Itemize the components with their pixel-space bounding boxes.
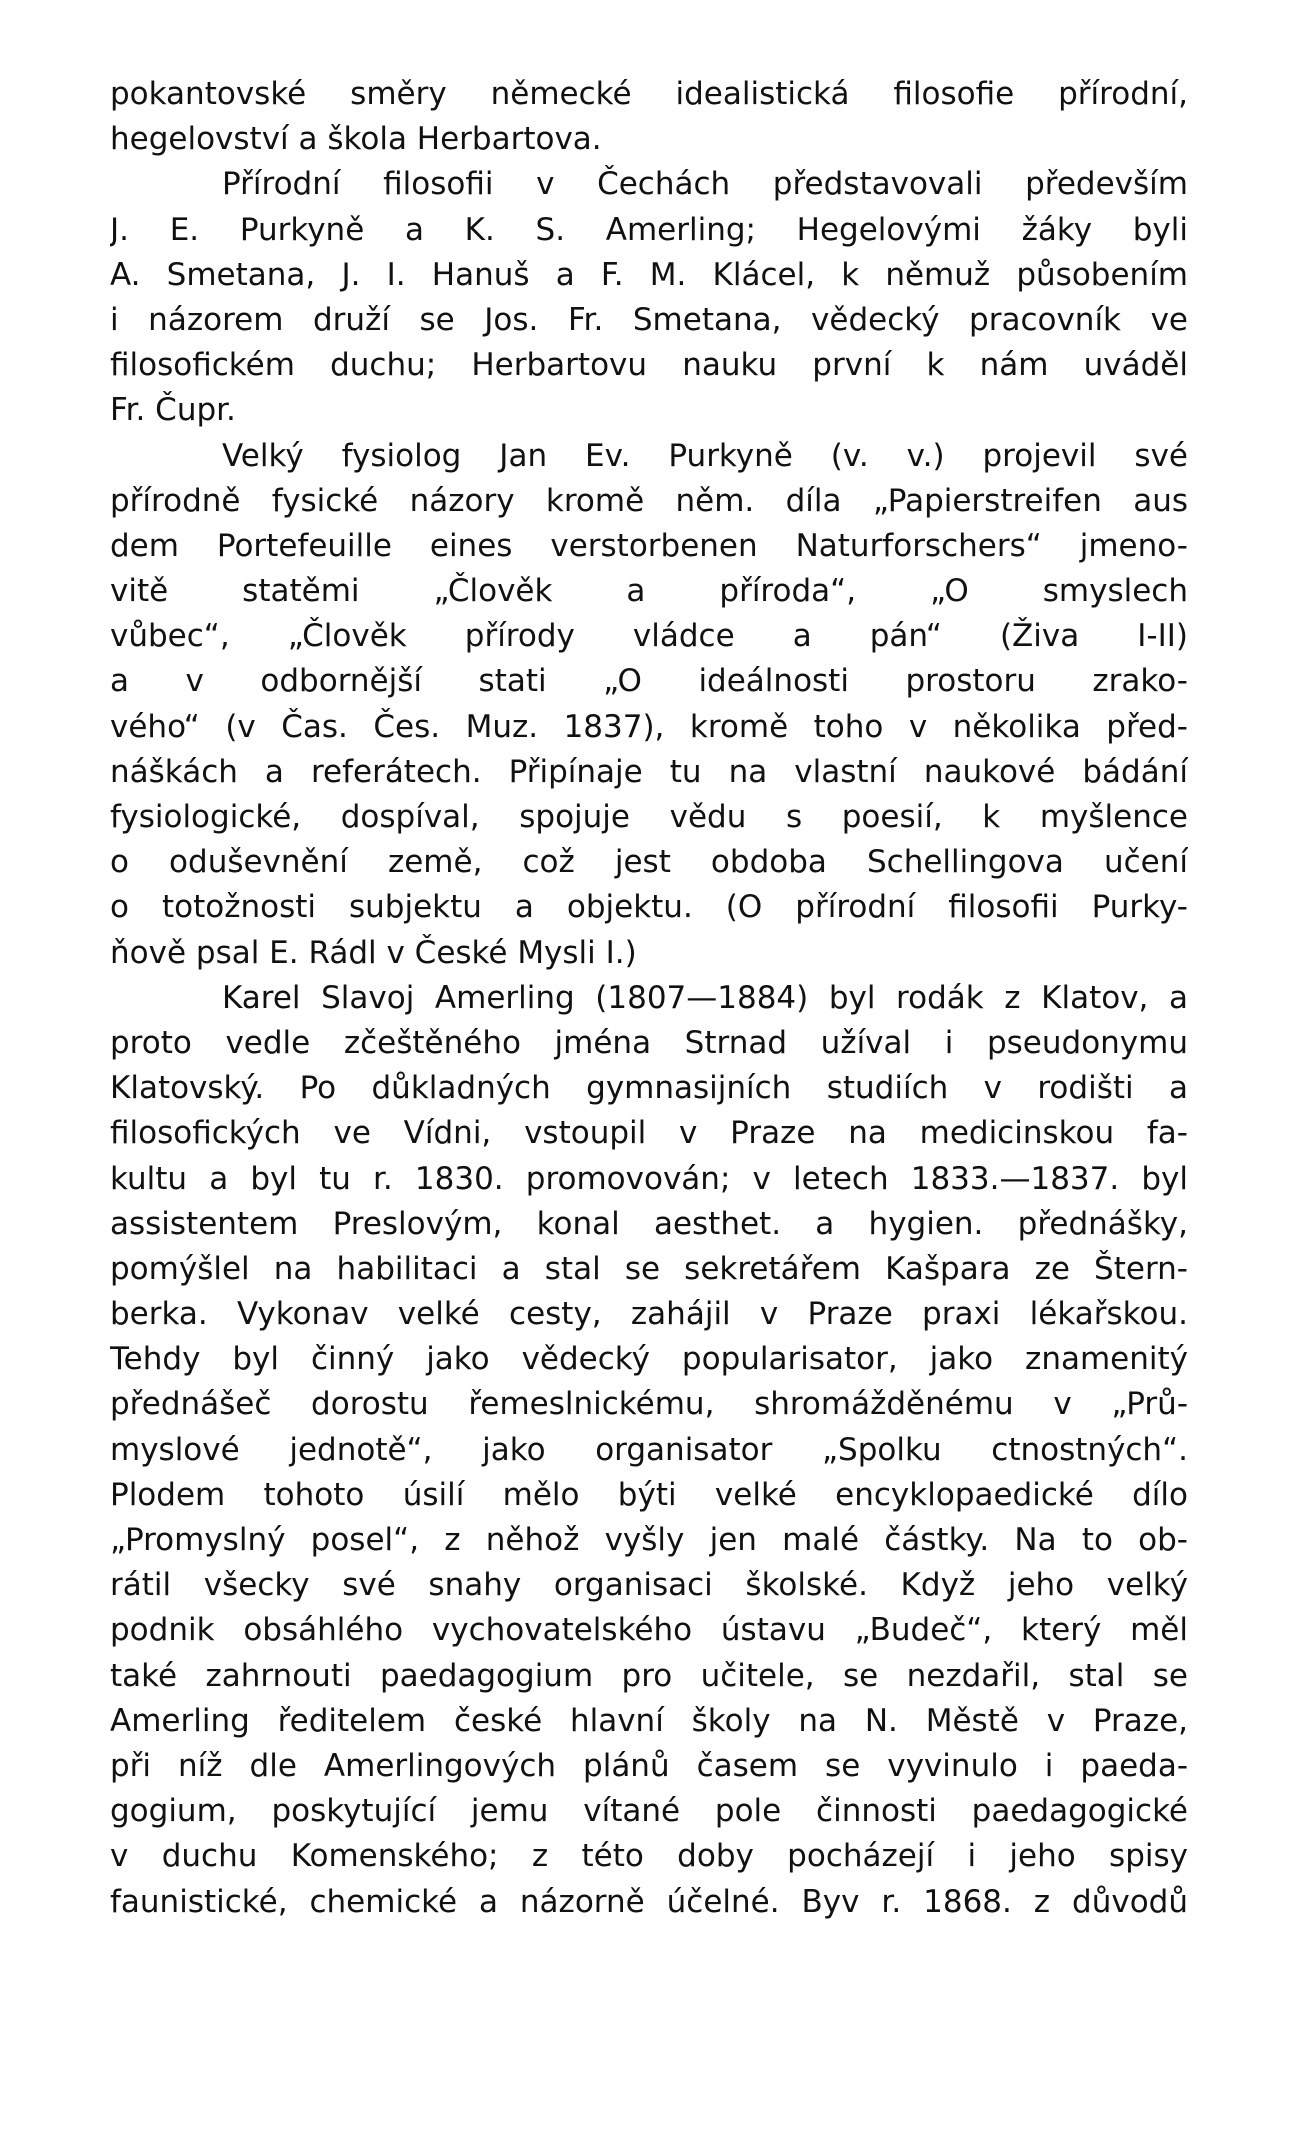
text-line: přednášeč dorostu řemeslnickému, shromážděnému v „Prů-	[110, 1386, 1188, 1423]
paragraph	[110, 162, 1188, 433]
text-line: fysiologické, dospíval, spojuje vědu s poesií, k myšlence	[110, 799, 1188, 835]
text-line: berka. Vykonav velké cesty, zahájil v Praze praxi lékařskou.	[110, 1296, 1188, 1333]
text-line: i názorem druží se Jos. Fr. Smetana, vědecký pracovník ve	[110, 301, 1188, 338]
text-line: Plodem tohoto úsilí mělo býti velké encyklopaedické dílo	[110, 1476, 1188, 1513]
text-line: o oduševnění země, což jest obdoba Schellingova učení	[110, 844, 1188, 881]
text-line: faunistické, chemické a názorně účelné. Byv r. 1868. z důvodů	[110, 1883, 1188, 1920]
text-line: „Promyslný posel“, z něhož vyšly jen malé částky. Na to ob-	[110, 1522, 1188, 1558]
paragraph	[110, 72, 1188, 162]
document-page	[110, 72, 1188, 1925]
text-line: proto vedle zčeštěného jména Strnad užíval i pseudonymu	[110, 1024, 1188, 1061]
text-line: náškách a referátech. Připínaje tu na vlastní naukové bádání	[110, 753, 1188, 790]
text-line: vůbec“, „Člověk přírody vládce a pán“ (Živa I-II)	[110, 618, 1188, 655]
text-line: rátil všecky své snahy organisaci školské. Když jeho velký	[110, 1567, 1188, 1604]
text-line: myslové jednotě“, jako organisator „Spolku ctnostných“.	[110, 1431, 1188, 1468]
text-line: Amerling ředitelem české hlavní školy na N. Městě v Praze,	[110, 1702, 1188, 1739]
text-line: Klatovský. Po důkladných gymnasijních studiích v rodišti a	[110, 1070, 1188, 1107]
text-line: podnik obsáhlého vychovatelského ústavu „Budeč“, který měl	[110, 1612, 1188, 1649]
text-line: při níž dle Amerlingových plánů časem se vyvinulo i paeda-	[110, 1747, 1188, 1784]
text-line: přírodně fysické názory kromě něm. díla „Papierstreifen aus	[110, 482, 1188, 519]
text-line: Fr. Čupr.	[110, 392, 236, 429]
text-line: Velký fysiolog Jan Ev. Purkyně (v. v.) projevil své	[222, 437, 1188, 474]
text-line: vitě statěmi „Člověk a příroda“, „O smyslech	[110, 573, 1188, 610]
text-line: v duchu Komenského; z této doby pocházejí i jeho spisy	[110, 1838, 1188, 1875]
text-line: vého“ (v Čas. Čes. Muz. 1837), kromě toho v několika před-	[110, 708, 1188, 745]
text-line: ňově psal E. Rádl v České Mysli I.)	[110, 934, 637, 971]
paragraph	[110, 434, 1188, 976]
text-line: A. Smetana, J. I. Hanuš a F. M. Klácel, k němuž působením	[110, 256, 1188, 293]
text-line: o totožnosti subjektu a objektu. (O přírodní filosofii Purky-	[110, 889, 1188, 926]
text-line: gogium, poskytující jemu vítané pole činnosti paedagogické	[110, 1793, 1188, 1830]
text-line: hegelovství a škola Herbartova.	[110, 121, 602, 158]
text-line: také zahrnouti paedagogium pro učitele, se nezdařil, stal se	[110, 1657, 1188, 1694]
text-line: assistentem Preslovým, konal aesthet. a hygien. přednášky,	[110, 1205, 1188, 1242]
text-line: Karel Slavoj Amerling (1807—1884) byl rodák z Klatov, a	[222, 979, 1188, 1016]
text-line: J. E. Purkyně a K. S. Amerling; Hegelovými žáky byli	[110, 211, 1188, 248]
text-line: filosofických ve Vídni, vstoupil v Praze na medicinskou fa-	[110, 1115, 1188, 1152]
text-line: pokantovské směry německé idealistická filosofie přírodní,	[110, 76, 1188, 112]
text-line: Přírodní filosofii v Čechách představovali především	[222, 166, 1188, 203]
text-line: Tehdy byl činný jako vědecký popularisator, jako znamenitý	[110, 1341, 1188, 1378]
paragraph	[110, 976, 1188, 1925]
text-line: filosofickém duchu; Herbartovu nauku první k nám uváděl	[110, 347, 1188, 384]
text-line: kultu a byl tu r. 1830. promovován; v letech 1833.—1837. byl	[110, 1160, 1188, 1197]
text-line: dem Portefeuille eines verstorbenen Naturforschers“ jmeno-	[110, 527, 1188, 564]
text-line: pomýšlel na habilitaci a stal se sekretářem Kašpara ze Štern-	[110, 1250, 1188, 1287]
text-line: a v odbornější stati „O ideálnosti prostoru zrako-	[110, 663, 1188, 700]
